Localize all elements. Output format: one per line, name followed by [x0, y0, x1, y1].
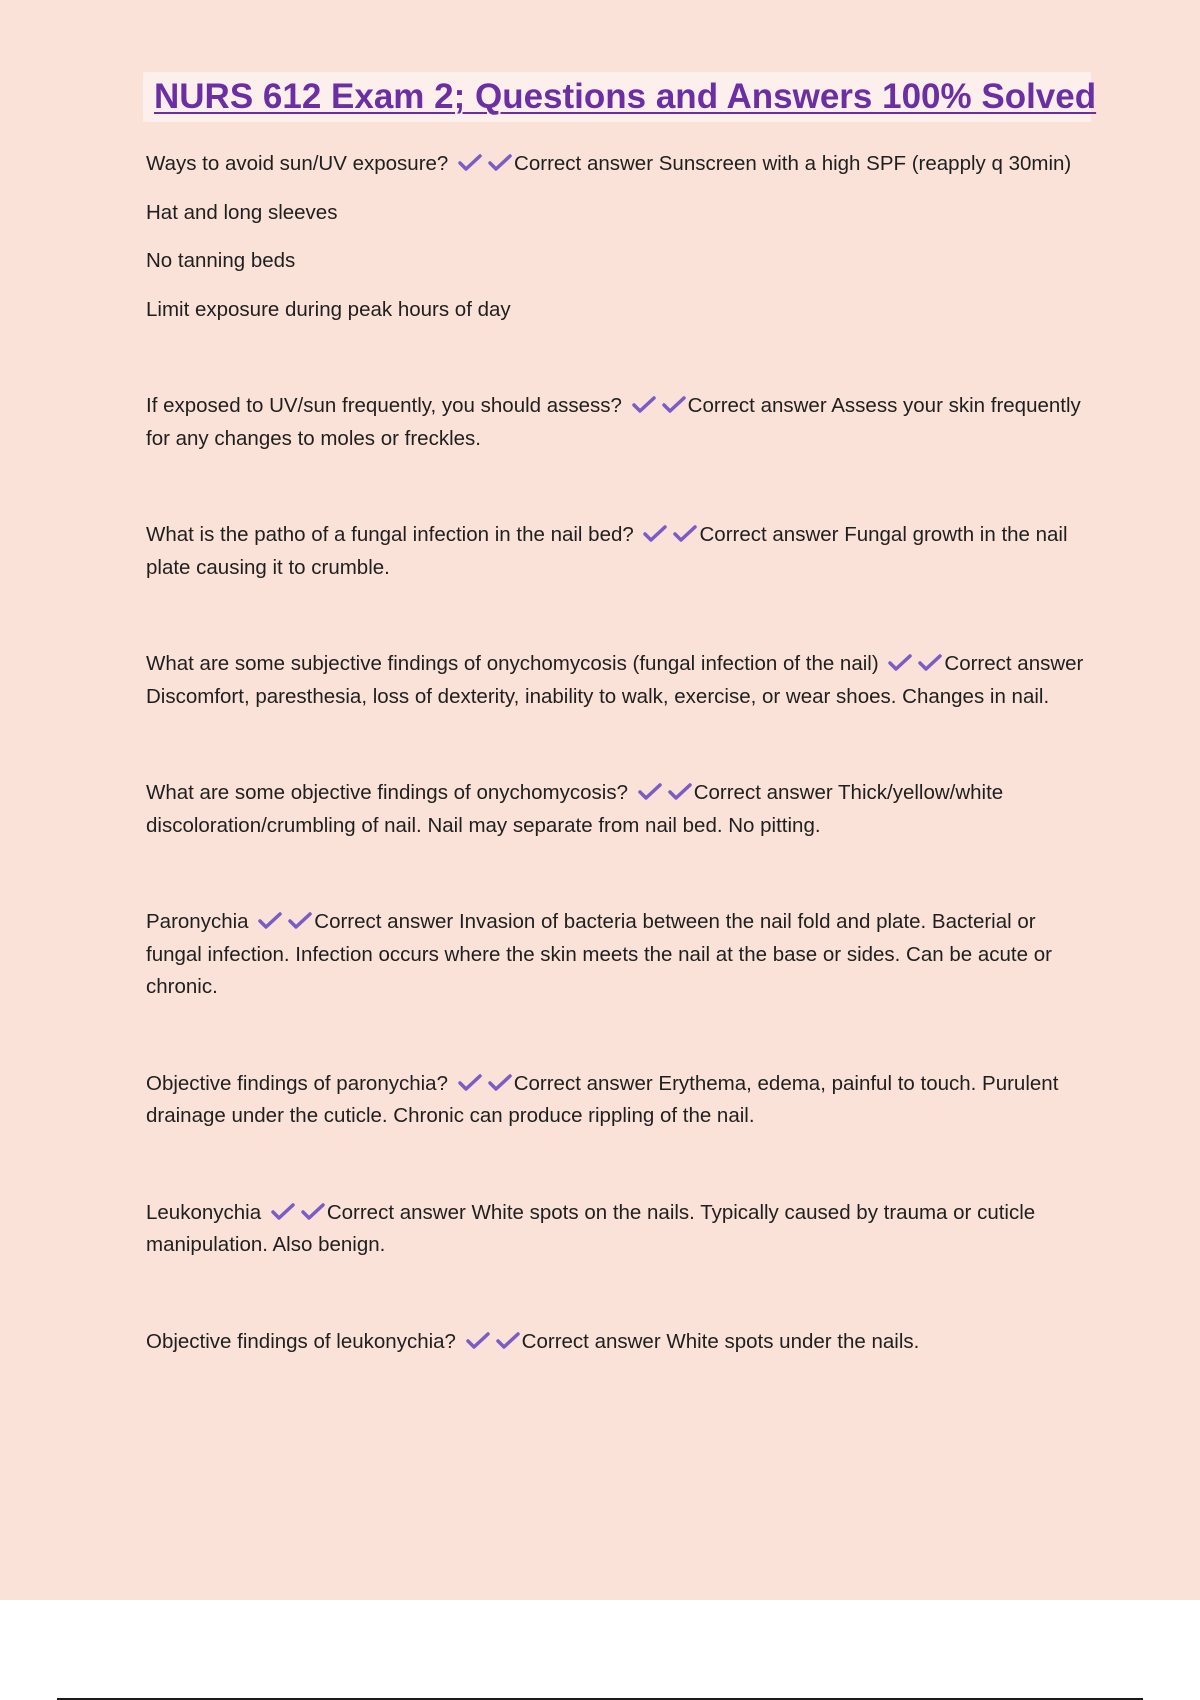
answer-prefix: Correct answer	[693, 781, 833, 804]
answer-text: Discomfort, paresthesia, loss of dexterity, inability to walk, exercise, or wear shoes. Changes in nail.	[146, 684, 1050, 708]
qa-item	[146, 1326, 1096, 1359]
question-text: Objective findings of leukonychia?	[146, 1329, 456, 1353]
qa-list	[146, 148, 1096, 1374]
answer-text: Fungal growth in the nail plate causing it to crumble.	[146, 523, 1068, 579]
checkmark-icon	[495, 1331, 521, 1351]
checkmark-icon	[667, 782, 693, 802]
document-title: NURS 612 Exam 2; Questions and Answers 100% Solved	[154, 77, 1097, 116]
answer-text: White spots under the nails.	[666, 1329, 920, 1353]
checkmark-icon	[661, 395, 687, 415]
qa-item	[146, 1197, 1096, 1262]
question-text: What are some objective findings of onychomycosis?	[146, 781, 628, 804]
question-text: Leukonychia	[146, 1200, 262, 1224]
checkmark-icon	[487, 153, 513, 173]
answer-prefix: Correct answer	[699, 523, 839, 546]
answer-prefix: Correct answer	[521, 1329, 661, 1353]
answer-prefix: Correct answer	[513, 1071, 653, 1095]
checkmark-icon	[457, 153, 483, 173]
checkmark-icon	[270, 1202, 296, 1222]
question-text: Objective findings of paronychia?	[146, 1071, 448, 1095]
qa-item	[146, 906, 1096, 1004]
checkmark-icon	[487, 1073, 513, 1093]
question-text: What are some subjective findings of onychomycosis (fungal infection of the nail)	[146, 652, 879, 675]
checkmark-icon	[457, 1073, 483, 1093]
answer-prefix: Correct answer	[514, 152, 654, 175]
answer-text: Erythema, edema, painful to touch. Purulent drainage under the cuticle. Chronic can produce rippling of the nail.	[146, 1071, 1059, 1127]
question-text: Paronychia	[146, 910, 249, 933]
checkmark-icon	[300, 1202, 326, 1222]
question-text: If exposed to UV/sun frequently, you should assess?	[146, 394, 622, 417]
answer-prefix: Correct answer	[314, 910, 454, 933]
checkmark-icon	[672, 524, 698, 544]
answer-text: Invasion of bacteria between the nail fold and plate. Bacterial or fungal infection. Infection occurs where the skin meets the nail at the base or sides. Can be acute or chronic.	[146, 910, 1052, 998]
qa-item	[146, 390, 1096, 455]
answer-prefix: Correct answer	[687, 394, 827, 417]
answer-text: Assess your skin frequently for any changes to moles or freckles.	[146, 394, 1081, 450]
checkmark-icon	[631, 395, 657, 415]
qa-item	[146, 148, 1096, 181]
qa-item	[146, 519, 1096, 584]
checkmark-icon	[257, 911, 283, 931]
answer-text: White spots on the nails. Typically caused by trauma or cuticle manipulation. Also benign.	[146, 1200, 1036, 1256]
checkmark-icon	[637, 782, 663, 802]
question-text: Ways to avoid sun/UV exposure?	[146, 152, 449, 175]
answer-extra-line: Limit exposure during peak hours of day	[146, 297, 511, 321]
checkmark-icon	[917, 653, 943, 673]
answer-extra-line: Hat and long sleeves	[146, 200, 338, 224]
answer-prefix: Correct answer	[326, 1200, 466, 1224]
checkmark-icon	[642, 524, 668, 544]
answer-extra-line: No tanning beds	[146, 249, 296, 272]
checkmark-icon	[287, 911, 313, 931]
qa-item	[146, 777, 1096, 842]
checkmark-icon	[887, 653, 913, 673]
question-text: What is the patho of a fungal infection in the nail bed?	[146, 523, 634, 546]
qa-item	[146, 1068, 1096, 1133]
checkmark-icon	[465, 1331, 491, 1351]
answer-text: Sunscreen with a high SPF (reapply q 30min)	[658, 152, 1072, 175]
answer-prefix: Correct answer	[944, 652, 1084, 675]
qa-item	[146, 648, 1096, 713]
answer-text: Thick/yellow/white discoloration/crumbling of nail. Nail may separate from nail bed. No pitting.	[146, 781, 1004, 837]
